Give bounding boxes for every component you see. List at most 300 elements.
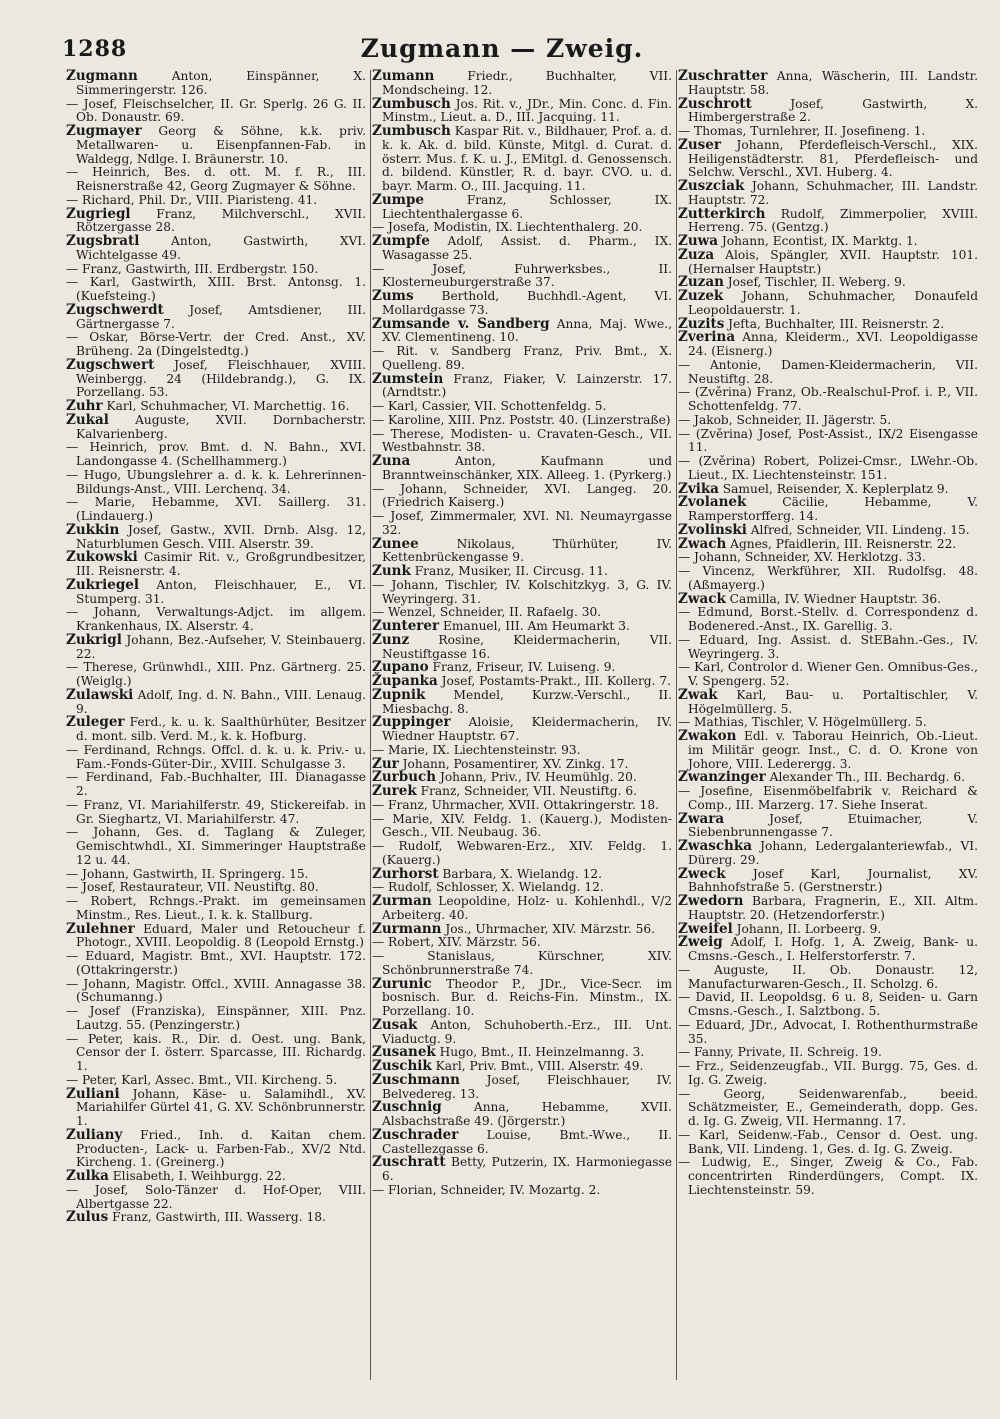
directory-entry [66,441,366,469]
directory-entry [678,205,978,236]
directory-entry [678,606,978,634]
entry-details: Rudolf, Zimmerpolier, XVIII. Herreng. 75. (Gentzg.) [688,206,978,235]
directory-entry [66,400,366,414]
entry-details: — Johann, Verwaltungs-Adjct. im allgem. Krankenhaus, IX. Alserstr. 4. [66,605,366,633]
directory-entry [678,634,978,662]
directory-entry [66,771,366,799]
directory-entry [678,331,978,359]
entry-details: — Karl, Seidenw.-Fab., Censor d. Oest. ung. Bank, VII. Lindeng. 1, Ges. d. Ig. G. Zweig. [678,1127,978,1156]
entry-surname: Zupano [372,659,429,676]
directory-entry [66,356,366,400]
entry-surname: Zwach [678,535,727,552]
entry-details: Samuel, Reisender, X. Keplerplatz 9. [718,481,949,496]
entry-details: Josef, Amtsdiener, III. Gärtnergasse 7. [76,302,366,331]
entry-surname: Zuschratt [372,1154,446,1171]
directory-entry [678,1129,978,1157]
entry-surname: Zumstein [372,370,444,387]
entry-details: Berthold, Buchhdl.-Agent, VI. Mollardgasse 73. [382,289,672,317]
entry-details: — Richard, Phil. Dr., VIII. Piaristeng. 41. [66,192,318,207]
entry-details: — Fanny, Private, II. Schreig. 19. [678,1045,882,1060]
entry-surname: Zuzits [678,315,725,332]
directory-entry [372,290,672,318]
directory-column-2 [372,70,672,1198]
entry-surname: Zumbusch [372,123,451,139]
entry-details: — Vincenz, Werkführer, XII. Rudolfsg. 48. (Aßmayerg.) [678,564,978,592]
entry-details: — Antonie, Damen-Kleidermacherin, VII. Neustiftg. 28. [678,357,978,386]
entry-surname: Zvolanek [678,494,747,511]
entry-details: Franz, Gastwirth, III. Wasserg. 18. [108,1210,326,1225]
entry-details: Franz, Musiker, II. Circusg. 11. [410,564,608,578]
directory-entry [678,565,978,593]
directory-entry [66,98,366,126]
directory-entry [372,785,672,799]
directory-entry [678,535,978,552]
entry-surname: Zur [372,755,399,772]
directory-entry [66,411,366,442]
entry-surname: Zwakon [678,728,737,744]
entry-details: Alois, Spängler, XVII. Hauptstr. 101. (Hernalser Hauptstr.) [688,247,978,276]
entry-surname: Zusak [372,1016,418,1033]
entry-details: Johann, Schuhmacher, Donaufeld Leopoldauerstr. 1. [688,289,978,317]
directory-entry [372,400,672,414]
entry-surname: Zumbusch [372,95,451,112]
entry-surname: Zunk [372,563,411,579]
entry-details: — Josef, Fuhrwerksbes., II. Klosterneuburgerstraße 37. [372,261,672,290]
entry-details: Agnes, Pfaidlerin, III. Reisnerstr. 22. [726,536,957,551]
entry-details: Edl. v. Taborau Heinrich, Ob.-Lieut. im Militär geogr. Inst., C. d. O. Krone von Johore, VIII. Lederergg. 3. [688,729,978,771]
entry-surname: Zugsbratl [66,233,140,249]
directory-entry [66,950,366,978]
entry-details: Franz, Schneider, VII. Neustiftg. 6. [416,784,637,798]
entry-surname: Zulawski [66,686,134,703]
entry-details: Barbara, X. Wielandg. 12. [438,866,602,881]
directory-entry [372,125,672,194]
entry-details: — Thomas, Turnlehrer, II. Josefineng. 1. [678,124,926,138]
entry-details: Josef, Gastwirth, X. Himbergerstraße 2. [688,96,978,125]
directory-entry [66,521,366,552]
entry-details: Franz, Milchverschl., XVII. Rötzergasse 28. [76,206,366,235]
entry-details: — Ferdinand, Rchngs. Offcl. d. k. u. k. Priv.- u. Fam.-Fonds-Güter-Dir., XVIII. Schulgasse 3. [66,742,366,771]
page-header [62,34,942,68]
directory-entry [678,70,978,98]
entry-surname: Zukrigl [66,631,122,648]
entry-surname: Zuschrott [678,95,752,112]
entry-details: — Peter, Karl, Assec. Bmt., VII. Kircheng. 5. [66,1072,338,1087]
entry-details: Anton, Fleischhauer, E., VI. Stumperg. 31. [76,577,366,606]
entry-details: — Georg, Seidenwarenfab., beeid. Schätzmeister, E., Gemeinderath, dopp. Ges. d. Ig. G. Zweig, VII. Hermanng. 17. [678,1086,978,1128]
entry-details: Betty, Putzerin, IX. Harmoniegasse 6. [382,1155,672,1183]
directory-entry [66,1184,366,1212]
directory-entry [678,95,978,126]
directory-entry [678,785,978,813]
entry-details: Josef, Gastw., XVII. Drnb. Alsg. 12, Naturblumen Gesch. VIII. Alserstr. 39. [76,522,366,551]
entry-surname: Zwara [678,810,725,827]
directory-entry [372,483,672,511]
directory-entry [678,686,978,717]
entry-details: Aloisie, Kleidermacherin, IV. Wiedner Hauptstr. 67. [382,715,672,743]
entry-details: Louise, Bmt.-Wwe., II. Castellezgasse 6. [382,1127,672,1156]
entry-surname: Zunz [372,631,410,648]
entry-details: — Josefa, Modistin, IX. Liechtenthalerg. 20. [372,220,643,235]
entry-details: Adolf, Ing. d. N. Bahn., VIII. Lenaug. 9. [76,687,366,716]
directory-entry [372,1126,672,1157]
directory-entry [372,716,672,744]
directory-entry [66,716,366,744]
entry-surname: Zurmann [372,920,442,937]
entry-details: — Johann, Gastwirth, II. Springerg. 15. [66,866,309,881]
directory-entry [372,1071,672,1102]
directory-entry [66,799,366,827]
directory-entry [66,125,366,166]
entry-surname: Zverina [678,329,736,346]
entry-surname: Zwack [678,590,726,607]
entry-details: — Franz, VI. Mariahilferstr. 49, Stickereifab. in Gr. Sieghartz, VI. Mariahilferstr. 47. [66,797,366,826]
directory-entry [66,301,366,332]
entry-surname: Zwak [678,686,718,703]
directory-entry [372,428,672,456]
entry-surname: Zunee [372,535,419,552]
entry-details: Theodor P., JDr., Vice-Secr. im bosnisch. Bur. d. Reichs-Fin. Minstm., IX. Porzellang. 10. [382,976,672,1018]
entry-details: — Eduard, Magistr. Bmt., XVI. Hauptstr. 172. (Ottakringerstr.) [66,949,366,977]
directory-entry [66,576,366,607]
entry-details: Alfred, Schneider, VII. Lindeng. 15. [746,522,970,537]
entry-details: Barbara, Fragnerin, E., XII. Altm. Hauptstr. 20. (Hetzendorferstr.) [688,894,978,922]
entry-details: Adolf, I. Hofg. 1, A. Zweig, Bank- u. Cmsns.-Gesch., I. Helferstorferstr. 7. [688,935,978,963]
entry-details: — Karl, Gastwirth, XIII. Brst. Antonsg. 1. (Kuefsteing.) [66,275,366,303]
entry-details: — Karl, Cassier, VII. Schottenfeldg. 5. [372,399,607,413]
entry-surname: Zuschnig [372,1099,442,1116]
entry-surname: Zurbuch [372,769,437,786]
entry-surname: Zugmann [66,68,138,84]
entry-surname: Zuna [372,453,411,469]
directory-entry [678,180,978,208]
entry-details: Cäcilie, Hebamme, V. Ramperstorfferg. 14. [688,495,978,523]
directory-entry [678,235,978,249]
column-divider [370,70,371,1380]
directory-entry [372,631,672,662]
entry-details: — Josef, Solo-Tänzer d. Hof-Oper, VIII. Albertgasse 22. [66,1182,366,1211]
directory-entry [678,455,978,483]
entry-details: Emanuel, III. Am Heumarkt 3. [439,619,630,633]
entry-details: — Johann, Tischler, IV. Kolschitzkyg. 3, G. IV. Weyringerg. 31. [372,577,672,606]
entry-details: Josef, Tischler, II. Weberg. 9. [723,275,906,290]
directory-entry [66,631,366,662]
entry-surname: Zurunic [372,975,432,992]
directory-entry [372,235,672,263]
directory-entry [372,191,672,222]
entry-surname: Zuliany [66,1126,123,1143]
entry-details: Johann, Bez.-Aufseher, V. Steinbauerg. 22. [76,632,366,661]
entry-details: Johann, Käse- u. Salamihdl., XV. Mariahilfer Gürtel 41, G. XV. Schönbrunnerstr. 1. [76,1086,366,1128]
entry-details: — Josef, Fleischselcher, II. Gr. Sperlg. 26 G. II. Ob. Donaustr. 69. [66,96,366,125]
entry-surname: Zupnik [372,686,426,703]
entry-details: Josef, Fleischhauer, XVIII. Weinbergg. 24 (Hildebrandg.), G. IX. Porzellang. 53. [76,357,366,400]
entry-surname: Zurhorst [372,865,439,882]
directory-entry [66,686,366,717]
directory-entry [372,579,672,607]
entry-details: Ferd., k. u. k. Saalthürhüter, Besitzer d. mont. silb. Verd. M., k. k. Hofburg. [76,715,366,743]
directory-entry [372,1101,672,1129]
page-number: 1288 [62,36,128,62]
entry-surname: Zuliani [66,1085,120,1102]
directory-entry [678,964,978,992]
directory-entry [678,359,978,387]
directory-entry [372,895,672,923]
entry-details: Josef, Etuimacher, V. Siebenbrunnengasse 7. [688,811,978,840]
entry-details: — Franz, Uhrmacher, XVII. Ottakringerstr. 18. [372,797,659,812]
entry-details: — Heinrich, prov. Bmt. d. N. Bahn., XVI. Landongasse 4. (Schellhammerg.) [66,440,366,468]
running-head: Zugmann — Zweig. [360,34,644,63]
entry-surname: Zurman [372,893,432,909]
entry-details: — Auguste, II. Ob. Donaustr. 12, Manufacturwaren-Gesch., II. Scholzg. 6. [678,962,978,991]
entry-details: Adolf, Assist. d. Pharm., IX. Wasagasse 25. [382,234,672,262]
entry-details: — (Zvěrina) Franz, Ob.-Realschul-Prof. i. P., VII. Schottenfeldg. 77. [678,385,978,413]
entry-surname: Zuzan [678,274,724,291]
directory-entry [372,840,672,868]
entry-details: — (Zvěrina) Josef, Post-Assist., IX/2 Eisengasse 11. [678,426,978,455]
entry-details: Johann, Priv., IV. Heumühlg. 20. [436,770,637,785]
directory-entry [372,414,672,428]
directory-entry [66,895,366,923]
directory-entry [372,936,672,950]
entry-surname: Zukkin [66,521,120,538]
directory-entry [66,868,366,882]
directory-entry [66,263,366,277]
entry-details: — Marie, IX. Liechtensteinstr. 93. [372,742,581,757]
directory-entry [66,881,366,895]
entry-details: Jefta, Buchhalter, III. Reisnerstr. 2. [724,316,945,331]
entry-surname: Zuppinger [372,714,451,731]
entry-details: — Johann, Ges. d. Taglang & Zuleger, Gemischtwhdl., XI. Simmeringer Hauptstraße 12 u. 44. [66,825,366,867]
directory-entry [678,551,978,565]
entry-details: — Ferdinand, Fab.-Buchhalter, III. Dianagasse 2. [66,770,366,798]
directory-entry [678,1019,978,1047]
entry-details: Leopoldine, Holz- u. Kohlenhdl., V/2 Arbeiterg. 40. [382,894,672,922]
entry-details: — Eduard, Ing. Assist. d. StEBahn.-Ges., IV. Weyringerg. 3. [678,632,978,661]
entry-details: — Franz, Gastwirth, III. Erdbergstr. 150. [66,261,319,276]
directory-entry [678,936,978,964]
directory-entry [678,414,978,428]
entry-surname: Zuschmann [372,1071,460,1088]
entry-details: — Marie, Hebamme, XVI. Saillerg. 31. (Lindauerg.) [66,495,366,523]
directory-entry [678,496,978,524]
entry-surname: Zusanek [372,1044,436,1061]
entry-details: — Wenzel, Schneider, II. Rafaelg. 30. [372,605,602,620]
directory-entry [372,744,672,758]
entry-surname: Zuser [678,136,721,153]
entry-details: Kaspar Rit. v., Bildhauer, Prof. a. d. k. k. Ak. d. bild. Künste, Mitgl. d. Curat. d. österr. Mus. f. K. u. J., EMitgl. d. Genossensch. d. bildend. Künstler, R. d. bayr. CVO. u. d. bayr. Marm. O., III. Jacquing. 11. [382,124,672,193]
entry-surname: Zukowski [66,549,138,566]
entry-surname: Zuszciak [678,178,745,194]
directory-entry [66,1170,366,1184]
directory-entry [66,1033,366,1074]
entry-details: Elisabeth, I. Weihburgg. 22. [108,1169,286,1183]
entry-details: — Therese, Modisten- u. Cravaten-Gesch., VII. Westbahnstr. 38. [372,426,672,455]
entry-surname: Zuza [678,246,715,263]
entry-surname: Zugriegl [66,205,131,222]
entry-surname: Zunterer [372,618,440,634]
entry-details: Alexander Th., III. Bechardg. 6. [765,770,965,785]
entry-surname: Zuschrader [372,1126,459,1143]
directory-entry [372,686,672,717]
entry-surname: Zuschratter [678,68,768,84]
entry-surname: Zugschwerdt [66,301,164,318]
entry-details: — Johann, Magistr. Offcl., XVIII. Annagasse 38. (Schumanng.) [66,976,366,1005]
entry-surname: Zugmayer [66,123,142,139]
entry-surname: Zums [372,288,414,304]
directory-entry [678,136,978,180]
entry-details: — Josefine, Eisenmöbelfabrik v. Reichard & Comp., III. Marzerg. 17. Siehe Inserat. [678,784,978,812]
entry-details: Johann, Pferdefleisch-Verschl., XIX. Heiligenstädterstr. 81, Pferdefleisch- und Selchw. Verschl., XVI. Huberg. 4. [688,137,978,180]
directory-entry [678,991,978,1019]
entry-details: — Josef, Zimmermaler, XVI. Nl. Neumayrgasse 32. [372,509,672,537]
directory-entry [66,1005,366,1033]
entry-details: — Ludwig, E., Singer, Zweig & Co., Fab. concentrirten Rinderdüngers, Compt. IX. Liechtensteinstr. 59. [678,1155,978,1197]
directory-entry [372,370,672,401]
directory-entry [66,331,366,359]
entry-details: Casimir Rit. v., Großgrundbesitzer, III. Reisnerstr. 4. [76,550,366,578]
entry-details: Anna, Maj. Wwe., XV. Clementineng. 10. [382,316,672,345]
entry-surname: Zumpe [372,191,424,208]
entry-details: Eduard, Maler und Retoucheur f. Photogr., XVIII. Leopoldig. 8 (Leopold Ernstg.) [76,921,366,950]
entry-details: Johann, Econtist, IX. Marktg. 1. [718,234,918,248]
entry-surname: Zurek [372,783,417,799]
directory-entry [372,70,672,98]
directory-entry [372,620,672,634]
directory-entry [678,125,978,139]
entry-surname: Zweifel [678,920,733,937]
directory-entry [372,799,672,813]
entry-details: Johann, Posamentirer, XV. Zinkg. 17. [398,756,629,771]
directory-entry [66,1126,366,1170]
directory-entry [372,813,672,841]
entry-surname: Zuzek [678,288,724,304]
entry-surname: Zukal [66,411,109,428]
entry-surname: Zwedorn [678,893,744,909]
entry-surname: Zuwa [678,233,719,249]
entry-details: Josef, Fleischhauer, IV. Belvedereg. 13. [382,1072,672,1101]
directory-entry [372,975,672,1019]
directory-entry [66,276,366,304]
directory-entry [372,263,672,291]
entry-details: Franz, Schlosser, IX. Liechtenthalergasse 6. [382,192,672,221]
directory-entry [66,606,366,634]
directory-entry [678,590,978,607]
directory-entry [66,70,366,98]
directory-entry [66,469,366,497]
entry-details: Karl, Priv. Bmt., VIII. Alserstr. 49. [431,1059,644,1073]
directory-column-3 [678,70,978,1198]
entry-surname: Županka [372,673,438,689]
entry-details: — Marie, XIV. Feldg. 1. (Kauerg.), Modisten-Gesch., VII. Neubaug. 36. [372,811,672,840]
directory-entry [678,730,978,771]
directory-entry [66,744,366,772]
directory-entry [678,428,978,456]
directory-entry [678,771,978,785]
entry-surname: Zugschwert [66,356,155,373]
entry-details: Josef, Postamts-Prakt., III. Kollerg. 7. [437,674,671,688]
entry-details: — Hugo, Ubungslehrer a. d. k. k. Lehrerinnen-Bildungs-Anst., VIII. Lerchenq. 34. [66,467,366,496]
entry-surname: Zwanzinger [678,769,766,786]
entry-details: — Peter, kais. R., Dir. d. Oest. ung. Bank, Censor der I. österr. Sparcasse, III. Richardg. 1. [66,1031,366,1073]
entry-details: — Rudolf, Schlosser, X. Wielandg. 12. [372,880,604,895]
entry-details: — Eduard, JDr., Advocat, I. Rothenthurmstraße 35. [678,1017,978,1046]
entry-details: Johann, Schuhmacher, III. Landstr. Hauptstr. 72. [688,179,978,207]
entry-details: Rosine, Kleidermacherin, VII. Neustiftgasse 16. [382,632,672,661]
entry-details: — Therese, Grünwhdl., XIII. Pnz. Gärtnerg. 25. (Weiglg.) [66,660,366,688]
entry-details: Mendel, Kurzw.-Verschl., II. Miesbachg. 8. [382,687,672,716]
directory-entry [372,1016,672,1047]
entry-surname: Zweck [678,865,726,882]
directory-entry [678,1088,978,1129]
entry-details: Georg & Söhne, k.k. priv. Metallwaren- u. Eisenpfannen-Fab. in Waldegg, Ndlge. I. Bräunerstr. 10. [76,124,366,166]
entry-details: Anton, Einspänner, X. Simmeringerstr. 126. [76,69,366,97]
entry-surname: Zuschik [372,1058,432,1074]
directory-entry [372,95,672,126]
entry-details: — Robert, XIV. Märzstr. 56. [372,935,541,950]
column-divider [676,70,677,1380]
entry-details: — (Zvěrina) Robert, Polizei-Cmsr., LWehr.-Ob. Lieut., IX. Liechtensteinstr. 151. [678,454,978,482]
entry-details: Jos. Rit. v., JDr., Min. Conc. d. Fin. Minstm., Lieut. a. D., III. Jacquing. 11. [382,96,672,125]
entry-details: Franz, Friseur, IV. Luiseng. 9. [428,660,616,675]
entry-details: Karl, Schuhmacher, VI. Marchettig. 16. [102,399,350,413]
directory-entry [66,978,366,1006]
entry-details: Anton, Kaufmann und Branntweinschänker, XIX. Alleeg. 1. (Pyrkerg.) [382,454,672,482]
directory-entry [678,895,978,923]
entry-details: Anton, Schuhoberth.-Erz., III. Unt. Viaductg. 9. [382,1017,672,1046]
entry-details: Anna, Wäscherin, III. Landstr. Hauptstr. 58. [688,69,978,97]
entry-details: — Jakob, Schneider, II. Jägerstr. 5. [678,412,892,427]
entry-details: Anna, Kleiderm., XVI. Leopoldigasse 24. (Eisnerg.) [688,330,978,358]
directory-entry [66,166,366,194]
directory-entry [372,565,672,579]
directory-entry [372,950,672,978]
directory-entry [372,771,672,785]
entry-details: — Josef, Restaurateur, VII. Neustiftg. 80. [66,880,319,895]
entry-details: Nikolaus, Thürhüter, IV. Kettenbrückengasse 9. [382,536,672,565]
entry-details: Hugo, Bmt., II. Heinzelmanng. 3. [435,1045,645,1060]
entry-details: — Johann, Schneider, XV. Herklotzg. 33. [678,550,926,565]
directory-entry [678,865,978,896]
entry-surname: Zulka [66,1168,109,1184]
entry-details: — Rudolf, Webwaren-Erz., XIV. Feldg. 1. (Kauerg.) [372,839,672,867]
entry-details: Anton, Gastwirth, XVI. Wichtelgasse 49. [76,234,366,262]
entry-details: — Johann, Schneider, XVI. Langeg. 20. (Friedrich Kaiserg.) [372,481,672,510]
directory-entry [678,1046,978,1060]
entry-details: Johann, II. Lorbeerg. 9. [732,921,882,936]
entry-details: Fried., Inh. d. Kaitan chem. Producten-, Lack- u. Farben-Fab., XV/2 Ntd. Kircheng. 1. (Greinerg.) [76,1127,366,1170]
entry-surname: Zwaschka [678,838,752,854]
directory-entry [372,315,672,346]
entry-details: — Stanislaus, Kürschner, XIV. Schönbrunnerstraße 74. [372,949,672,977]
entry-details: — Karl, Controlor d. Wiener Gen. Omnibus-Ges., V. Spengerg. 52. [678,660,978,688]
entry-details: — Oskar, Börse-Vertr. der Cred. Anst., XV. Brüheng. 2a (Dingelstedtg.) [66,330,366,358]
directory-entry [372,920,672,937]
entry-surname: Zumpfe [372,233,430,249]
directory-entry [372,345,672,373]
entry-surname: Zuhr [66,398,103,414]
entry-details: — Karoline, XIII. Pnz. Poststr. 40. (Linzerstraße) [372,412,671,427]
directory-entry [66,920,366,951]
directory-entry [678,290,978,318]
directory-entry [372,535,672,566]
directory-entry [372,1156,672,1184]
entry-surname: Zvolinski [678,521,747,538]
entry-surname: Zukriegel [66,576,140,593]
entry-details: Jos., Uhrmacher, XIV. Märzstr. 56. [441,921,655,936]
directory-entry [66,551,366,579]
directory-entry [372,865,672,882]
